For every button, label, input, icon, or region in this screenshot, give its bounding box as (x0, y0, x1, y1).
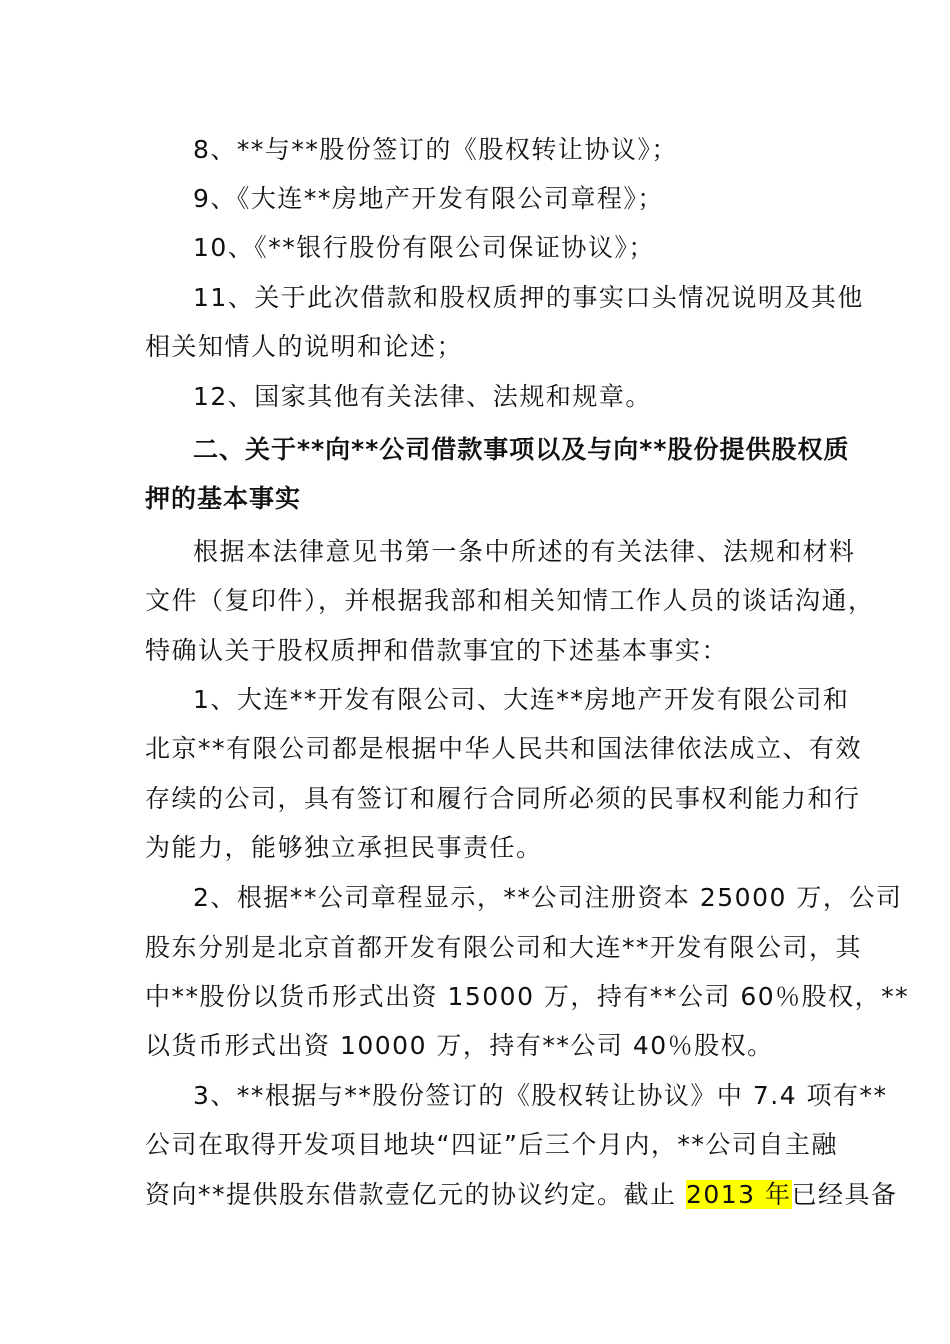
paragraph-intro-line-1: 根据本法律意见书第一条中所述的有关法律、法规和材料 (193, 537, 856, 566)
fact-3-line-2: 公司在取得开发项目地块“四证”后三个月内，**公司自主融 (145, 1130, 838, 1159)
highlighted-year: 2013 年 (685, 1180, 792, 1209)
list-item-11-line-2: 相关知情人的说明和论述； (145, 332, 464, 361)
paragraph-intro-line-2: 文件（复印件），并根据我部和相关知情工作人员的谈话沟通， (145, 586, 875, 615)
fact-2-line-1: 2、根据**公司章程显示，**公司注册资本 25000 万，公司 (193, 883, 903, 912)
fact-1-line-1: 1、大连**开发有限公司、大连**房地产开发有限公司和 (193, 685, 850, 714)
section-heading-line-2: 押的基本事实 (145, 484, 302, 513)
fact-2-line-3: 中**股份以货币形式出资 15000 万，持有**公司 60％股权，** (145, 982, 910, 1011)
fact-1-line-3: 存续的公司，具有签订和履行合同所必须的民事权利能力和行 (145, 784, 861, 813)
fact-2-line-4: 以货币形式出资 10000 万，持有**公司 40％股权。 (145, 1031, 774, 1060)
paragraph-intro-line-3: 特确认关于股权质押和借款事宜的下述基本事实： (145, 636, 729, 665)
fact-1-line-4: 为能力，能够独立承担民事责任。 (145, 833, 543, 862)
fact-3-text-after: 已经具备 (791, 1180, 898, 1209)
fact-3-line-3 (145, 1179, 898, 1211)
fact-1-line-2: 北京**有限公司都是根据中华人民共和国法律依法成立、有效 (145, 734, 863, 763)
list-item-12: 12、国家其他有关法律、法规和规章。 (193, 382, 652, 411)
section-heading-line-1: 二、关于**向**公司借款事项以及与向**股份提供股权质 (193, 435, 850, 464)
list-item-9: 9、《大连**房地产开发有限公司章程》； (193, 184, 664, 213)
fact-3-text-before: 资向**提供股东借款壹亿元的协议约定。截止 (145, 1180, 686, 1209)
fact-3-line-1: 3、**根据与**股份签订的《股权转让协议》中 7.4 项有** (193, 1081, 888, 1110)
list-item-11-line-1: 11、关于此次借款和股权质押的事实口头情况说明及其他 (193, 283, 864, 312)
list-item-10: 10、《**银行股份有限公司保证协议》； (193, 233, 655, 262)
fact-2-line-2: 股东分别是北京首都开发有限公司和大连**开发有限公司，其 (145, 933, 863, 962)
list-item-8: 8、**与**股份签订的《股权转让协议》； (193, 135, 678, 164)
